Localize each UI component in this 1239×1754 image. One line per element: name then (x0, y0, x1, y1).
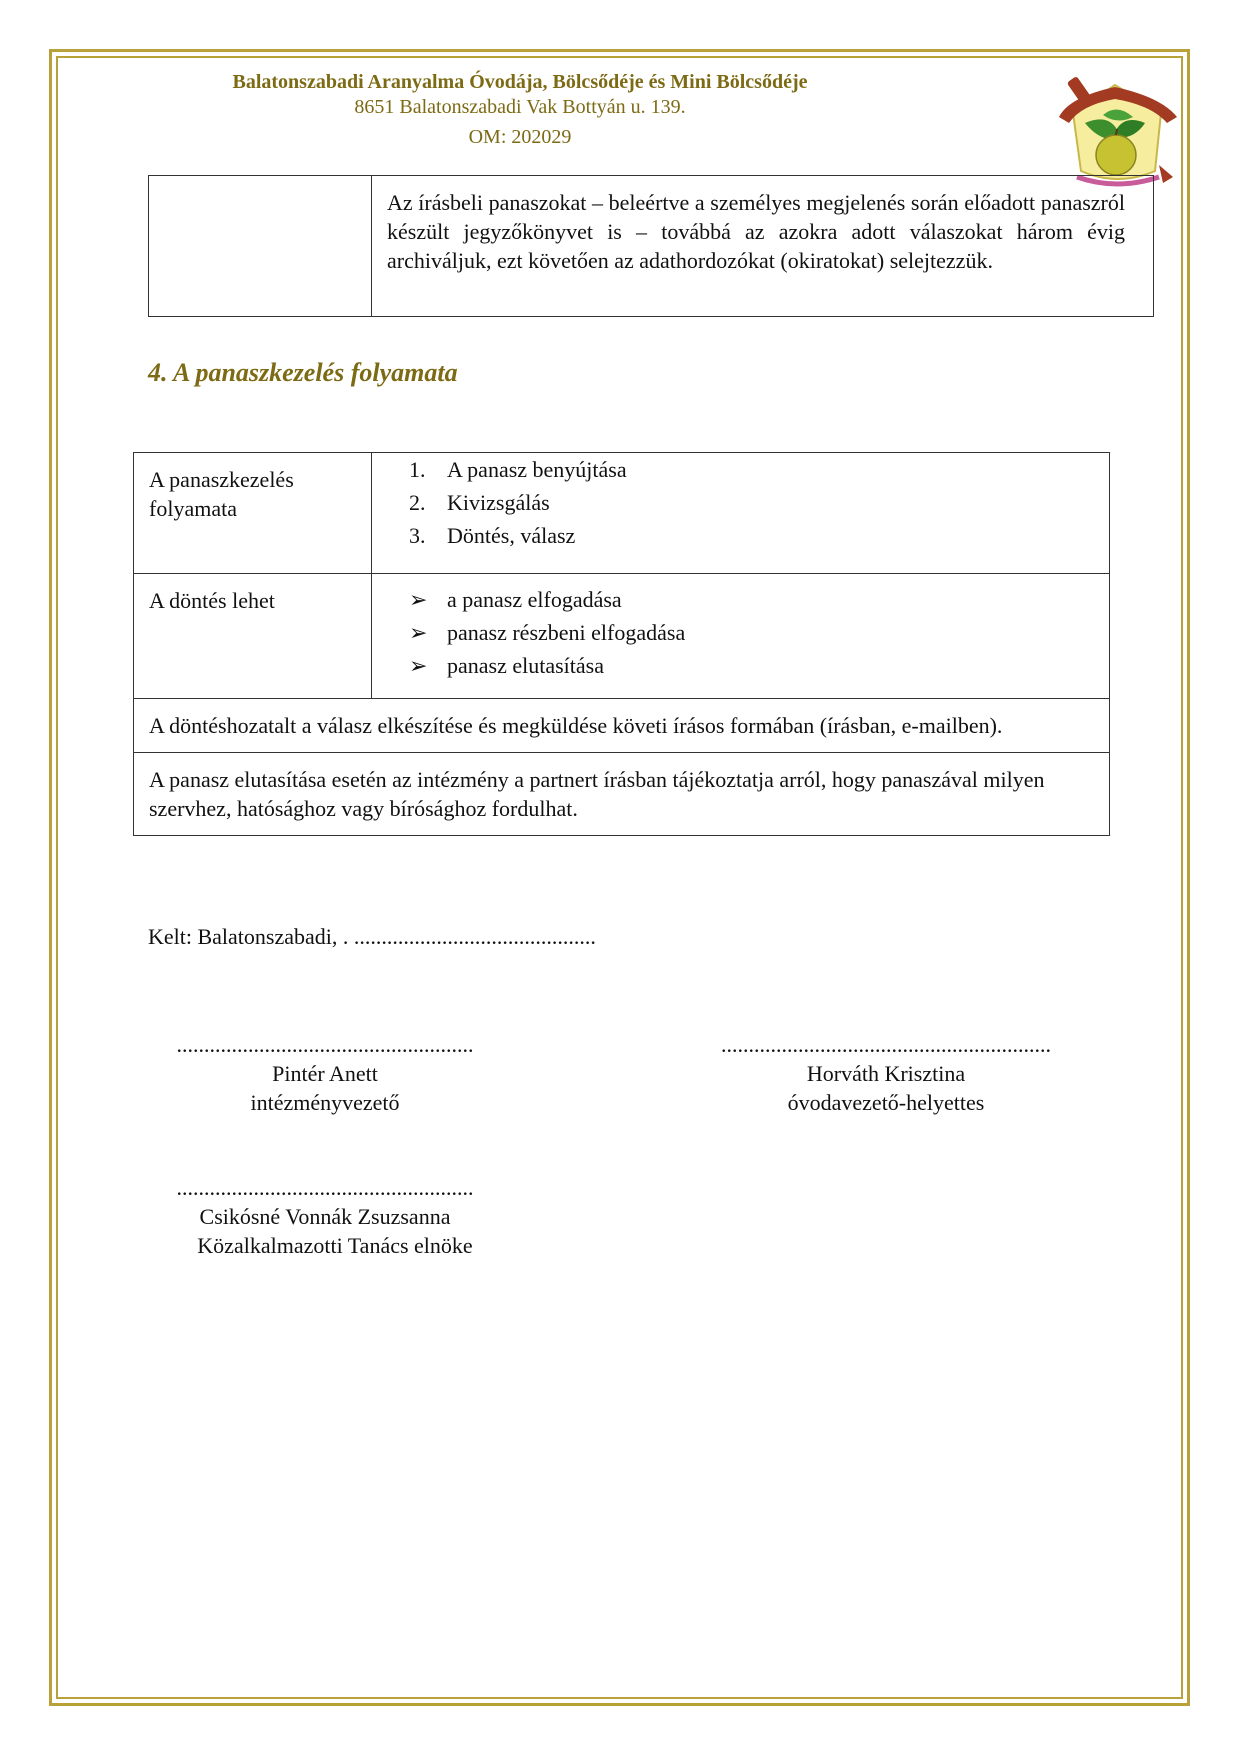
process-table (133, 452, 1110, 836)
list-item-text: panasz elutasítása (447, 653, 604, 678)
process-label: A panaszkezelés folyamata (134, 453, 372, 574)
signature-line: ............................................................ (721, 1032, 1051, 1057)
institution-name: Balatonszabadi Aranyalma Óvodája, Bölcsődéje és Mini Bölcsődéje (232, 71, 808, 93)
archive-table-empty-cell (149, 176, 372, 317)
rejection-text: A panasz elutasítása esetén az intézmény a partnert írásban tájékoztatja arról, hogy panaszával milyen szervhez, hatósághoz vagy bírósághoz fordulhat. (134, 753, 1110, 836)
process-row (134, 453, 1110, 574)
signature-line: ...................................................... (176, 1175, 474, 1200)
list-item (409, 486, 1094, 519)
list-item (409, 453, 1094, 486)
golden-apple-house-logo-icon (1055, 73, 1181, 191)
decision-row (134, 574, 1110, 699)
institution-address: 8651 Balatonszabadi Vak Bottyán u. 139. (354, 96, 686, 118)
list-item (409, 649, 1094, 682)
archive-policy-text: Az írásbeli panaszokat – beleértve a személyes megjelenés során előadott panaszról készült jegyzőkönyvet is – továbbá az azokra adott válaszokat három évig archiváljuk, ezt követően az adathordozókat (okiratokat) selejtezzük. (372, 176, 1154, 317)
list-item (409, 519, 1094, 552)
list-item-text: panasz részbeni elfogadása (447, 620, 686, 645)
om-identifier: OM: 202029 (468, 126, 572, 148)
dated-line: Kelt: Balatonszabadi, . ............................................ (148, 924, 596, 949)
signature-block-deputy (690, 1030, 1082, 1117)
signatory-name: Csikósné Vonnák Zsuzsanna (199, 1204, 451, 1229)
process-steps-list (409, 453, 1094, 552)
signatory-role: óvodavezető-helyettes (787, 1090, 985, 1115)
arrow-bullet-icon: ➢ (409, 620, 428, 645)
signatory-name: Pintér Anett (272, 1061, 378, 1086)
signatory-role: Közalkalmazotti Tanács elnöke (197, 1233, 473, 1258)
list-marker: 3. (409, 523, 426, 548)
response-text: A döntéshozatalt a válasz elkészítése és megküldése követi írásos formában (írásban, e-mailben). (134, 699, 1110, 753)
decision-options-cell (372, 574, 1110, 699)
list-item-text: Döntés, válasz (447, 523, 576, 548)
list-item-text: A panasz benyújtása (447, 457, 627, 482)
signatory-name: Horváth Krisztina (806, 1061, 966, 1086)
process-steps-cell (372, 453, 1110, 574)
archive-table (148, 175, 1154, 317)
list-item-text: Kivizsgálás (447, 490, 550, 515)
signatory-role: intézményvezető (250, 1090, 400, 1115)
response-row (134, 699, 1110, 753)
list-marker: 2. (409, 490, 426, 515)
section-title: 4. A panaszkezelés folyamata (148, 358, 458, 387)
arrow-bullet-icon: ➢ (409, 653, 428, 678)
rejection-row (134, 753, 1110, 836)
signature-block-council (150, 1173, 500, 1260)
list-item-text: a panasz elfogadása (447, 587, 622, 612)
signature-block-director (150, 1030, 500, 1117)
list-item (409, 583, 1094, 616)
list-item (409, 616, 1094, 649)
signature-line: ...................................................... (176, 1032, 474, 1057)
list-marker: 1. (409, 457, 426, 482)
arrow-bullet-icon: ➢ (409, 587, 428, 612)
decision-label: A döntés lehet (134, 574, 372, 699)
decision-options-list (409, 583, 1094, 682)
